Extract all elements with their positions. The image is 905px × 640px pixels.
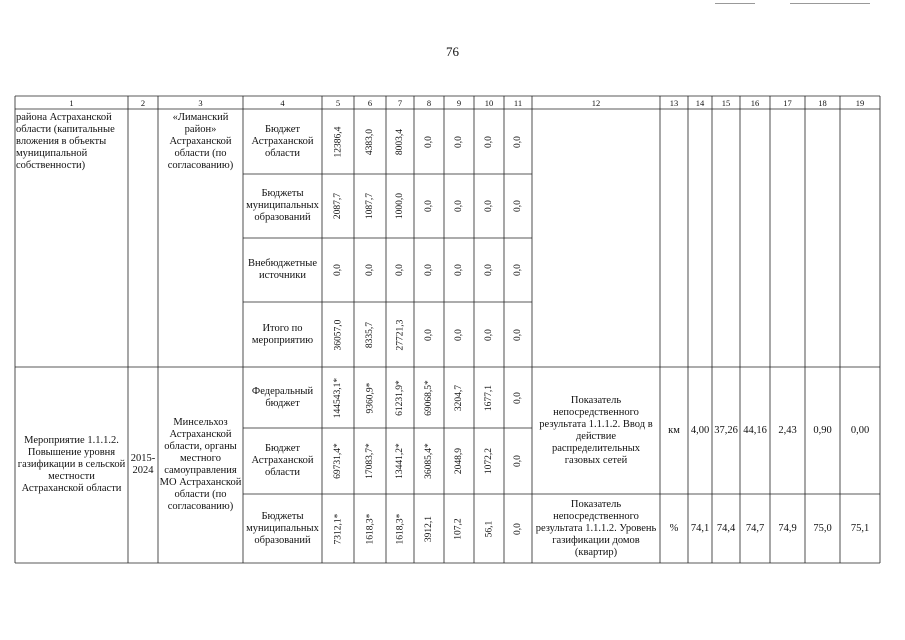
funding-value: 0,0 [424, 200, 434, 212]
funding-value: 0,0 [513, 200, 523, 212]
funding-source: Бюджеты муниципальных образований [246, 188, 319, 223]
indicator-value: 0,90 [813, 424, 832, 436]
page-number: 76 [446, 44, 459, 59]
funding-value: 0,0 [513, 135, 523, 148]
funding-source: Федеральный бюджет [251, 385, 314, 409]
funding-value: 0,0 [513, 391, 523, 404]
funding-source: Бюджеты муниципальных образований [246, 510, 319, 546]
funding-value: 2087,7 [333, 192, 343, 220]
indicator-text: Показатель непосредственного результата 1.1.1.2. Ввод в действие распределительных газовых сетей [539, 394, 653, 466]
column-header: 19 [855, 97, 865, 108]
funding-value: 0,0 [424, 135, 434, 148]
funding-value: 0,0 [484, 264, 494, 276]
column-header: 11 [513, 97, 523, 108]
indicator-value: 44,16 [743, 424, 767, 436]
column-header: 7 [397, 97, 403, 108]
funding-value: 0,0 [484, 200, 494, 212]
column-header: 5 [335, 97, 341, 108]
funding-value: 36057,0 [333, 319, 343, 350]
funding-value: 36085,4* [424, 443, 434, 479]
funding-value: 1618,3* [365, 513, 375, 544]
column-header: 17 [783, 97, 792, 108]
funding-value: 0,0 [424, 264, 434, 276]
column-header: 12 [591, 97, 601, 108]
activity-name: Мероприятие 1.1.1.2. Повышение уровня газификации в сельской местности Астраханской области [17, 435, 126, 494]
funding-source: Внебюджетные источники [248, 258, 317, 281]
column-header: 13 [669, 97, 679, 108]
indicator-value: 74,9 [778, 522, 797, 534]
indicator-value: 4,00 [690, 424, 710, 436]
funding-source: Бюджет Астраханской области [251, 123, 314, 159]
period: 2015-2024 [130, 453, 156, 476]
funding-value: 4383,0 [365, 128, 375, 155]
indicator-unit: % [669, 522, 679, 534]
funding-value: 61231,9* [395, 379, 405, 416]
column-header: 3 [198, 97, 203, 108]
column-header: 6 [367, 97, 373, 108]
indicator-value: 75,0 [813, 522, 832, 534]
column-header: 16 [750, 97, 760, 108]
funding-value: 0,0 [513, 522, 523, 535]
funding-value: 69731,4* [333, 443, 343, 479]
funding-value: 0,0 [454, 328, 464, 341]
funding-value: 0,0 [333, 264, 343, 276]
activity-name: района Астраханской области (капитальные вложения в объекты муниципальной собственности) [16, 112, 115, 171]
executor-name: Минсельхоз Астраханской области, органы местного самоуправления МО Астраханской области (по согласованию) [159, 417, 242, 512]
funding-value: 0,0 [424, 328, 434, 341]
indicator-value: 2,43 [778, 424, 797, 436]
column-header: 1 [69, 97, 74, 108]
executor-name: «Лиманский район» Астраханской области (по согласованию) [167, 112, 234, 171]
funding-value: 1072,2 [484, 447, 494, 475]
funding-value: 0,0 [513, 264, 523, 276]
funding-value: 0,0 [395, 264, 405, 276]
indicator-value: 37,26 [714, 424, 738, 436]
column-header: 9 [456, 97, 462, 108]
funding-source: Бюджет Астраханской области [251, 443, 314, 478]
column-header: 14 [695, 97, 705, 108]
funding-value: 13441,2* [395, 443, 405, 479]
funding-value: 3204,7 [454, 384, 464, 411]
indicator-unit: км [668, 424, 680, 436]
indicator-value: 74,1 [690, 522, 710, 534]
funding-value: 0,0 [513, 328, 523, 341]
column-header: 2 [140, 97, 146, 108]
funding-value: 107,2 [454, 517, 464, 540]
indicator-value: 74,4 [716, 522, 736, 534]
column-header: 4 [280, 97, 285, 108]
funding-value: 0,0 [513, 455, 523, 467]
funding-value: 0,0 [454, 135, 464, 148]
funding-value: 0,0 [484, 328, 494, 341]
funding-value: 1000,0 [395, 192, 405, 220]
funding-value: 0,0 [454, 200, 464, 212]
funding-value: 2048,9 [454, 447, 464, 475]
funding-value: 69068,5* [424, 379, 434, 416]
funding-value: 8003,4 [395, 128, 405, 155]
funding-value: 27721,3 [395, 319, 405, 350]
funding-value: 0,0 [454, 264, 464, 276]
funding-value: 1618,3* [395, 513, 405, 544]
column-header: 18 [818, 97, 827, 108]
funding-value: 9360,9* [365, 382, 375, 413]
indicator-value: 0,00 [850, 424, 870, 436]
funding-value: 0,0 [484, 135, 494, 148]
funding-value: 17083,7* [365, 443, 375, 479]
funding-value: 144543,1* [333, 377, 343, 418]
funding-source: Итого по мероприятию [251, 322, 314, 346]
funding-value: 7312,1* [333, 513, 343, 544]
indicator-value: 75,1 [850, 522, 870, 534]
column-header: 10 [484, 97, 494, 108]
indicator-value: 74,7 [745, 522, 765, 534]
funding-value: 1087,7 [365, 192, 375, 220]
column-header: 8 [426, 97, 432, 108]
funding-value: 8335,7 [365, 321, 375, 348]
funding-value: 0,0 [365, 264, 375, 276]
column-header: 15 [721, 97, 731, 108]
indicator-text: Показатель непосредственного результата 1.1.1.2. Уровень газификации домов (квартир) [535, 498, 657, 558]
funding-value: 3912,1 [424, 515, 434, 542]
funding-value: 12386,4 [333, 126, 343, 157]
funding-value: 1677,1 [484, 384, 494, 411]
funding-value: 56,1 [484, 520, 494, 537]
